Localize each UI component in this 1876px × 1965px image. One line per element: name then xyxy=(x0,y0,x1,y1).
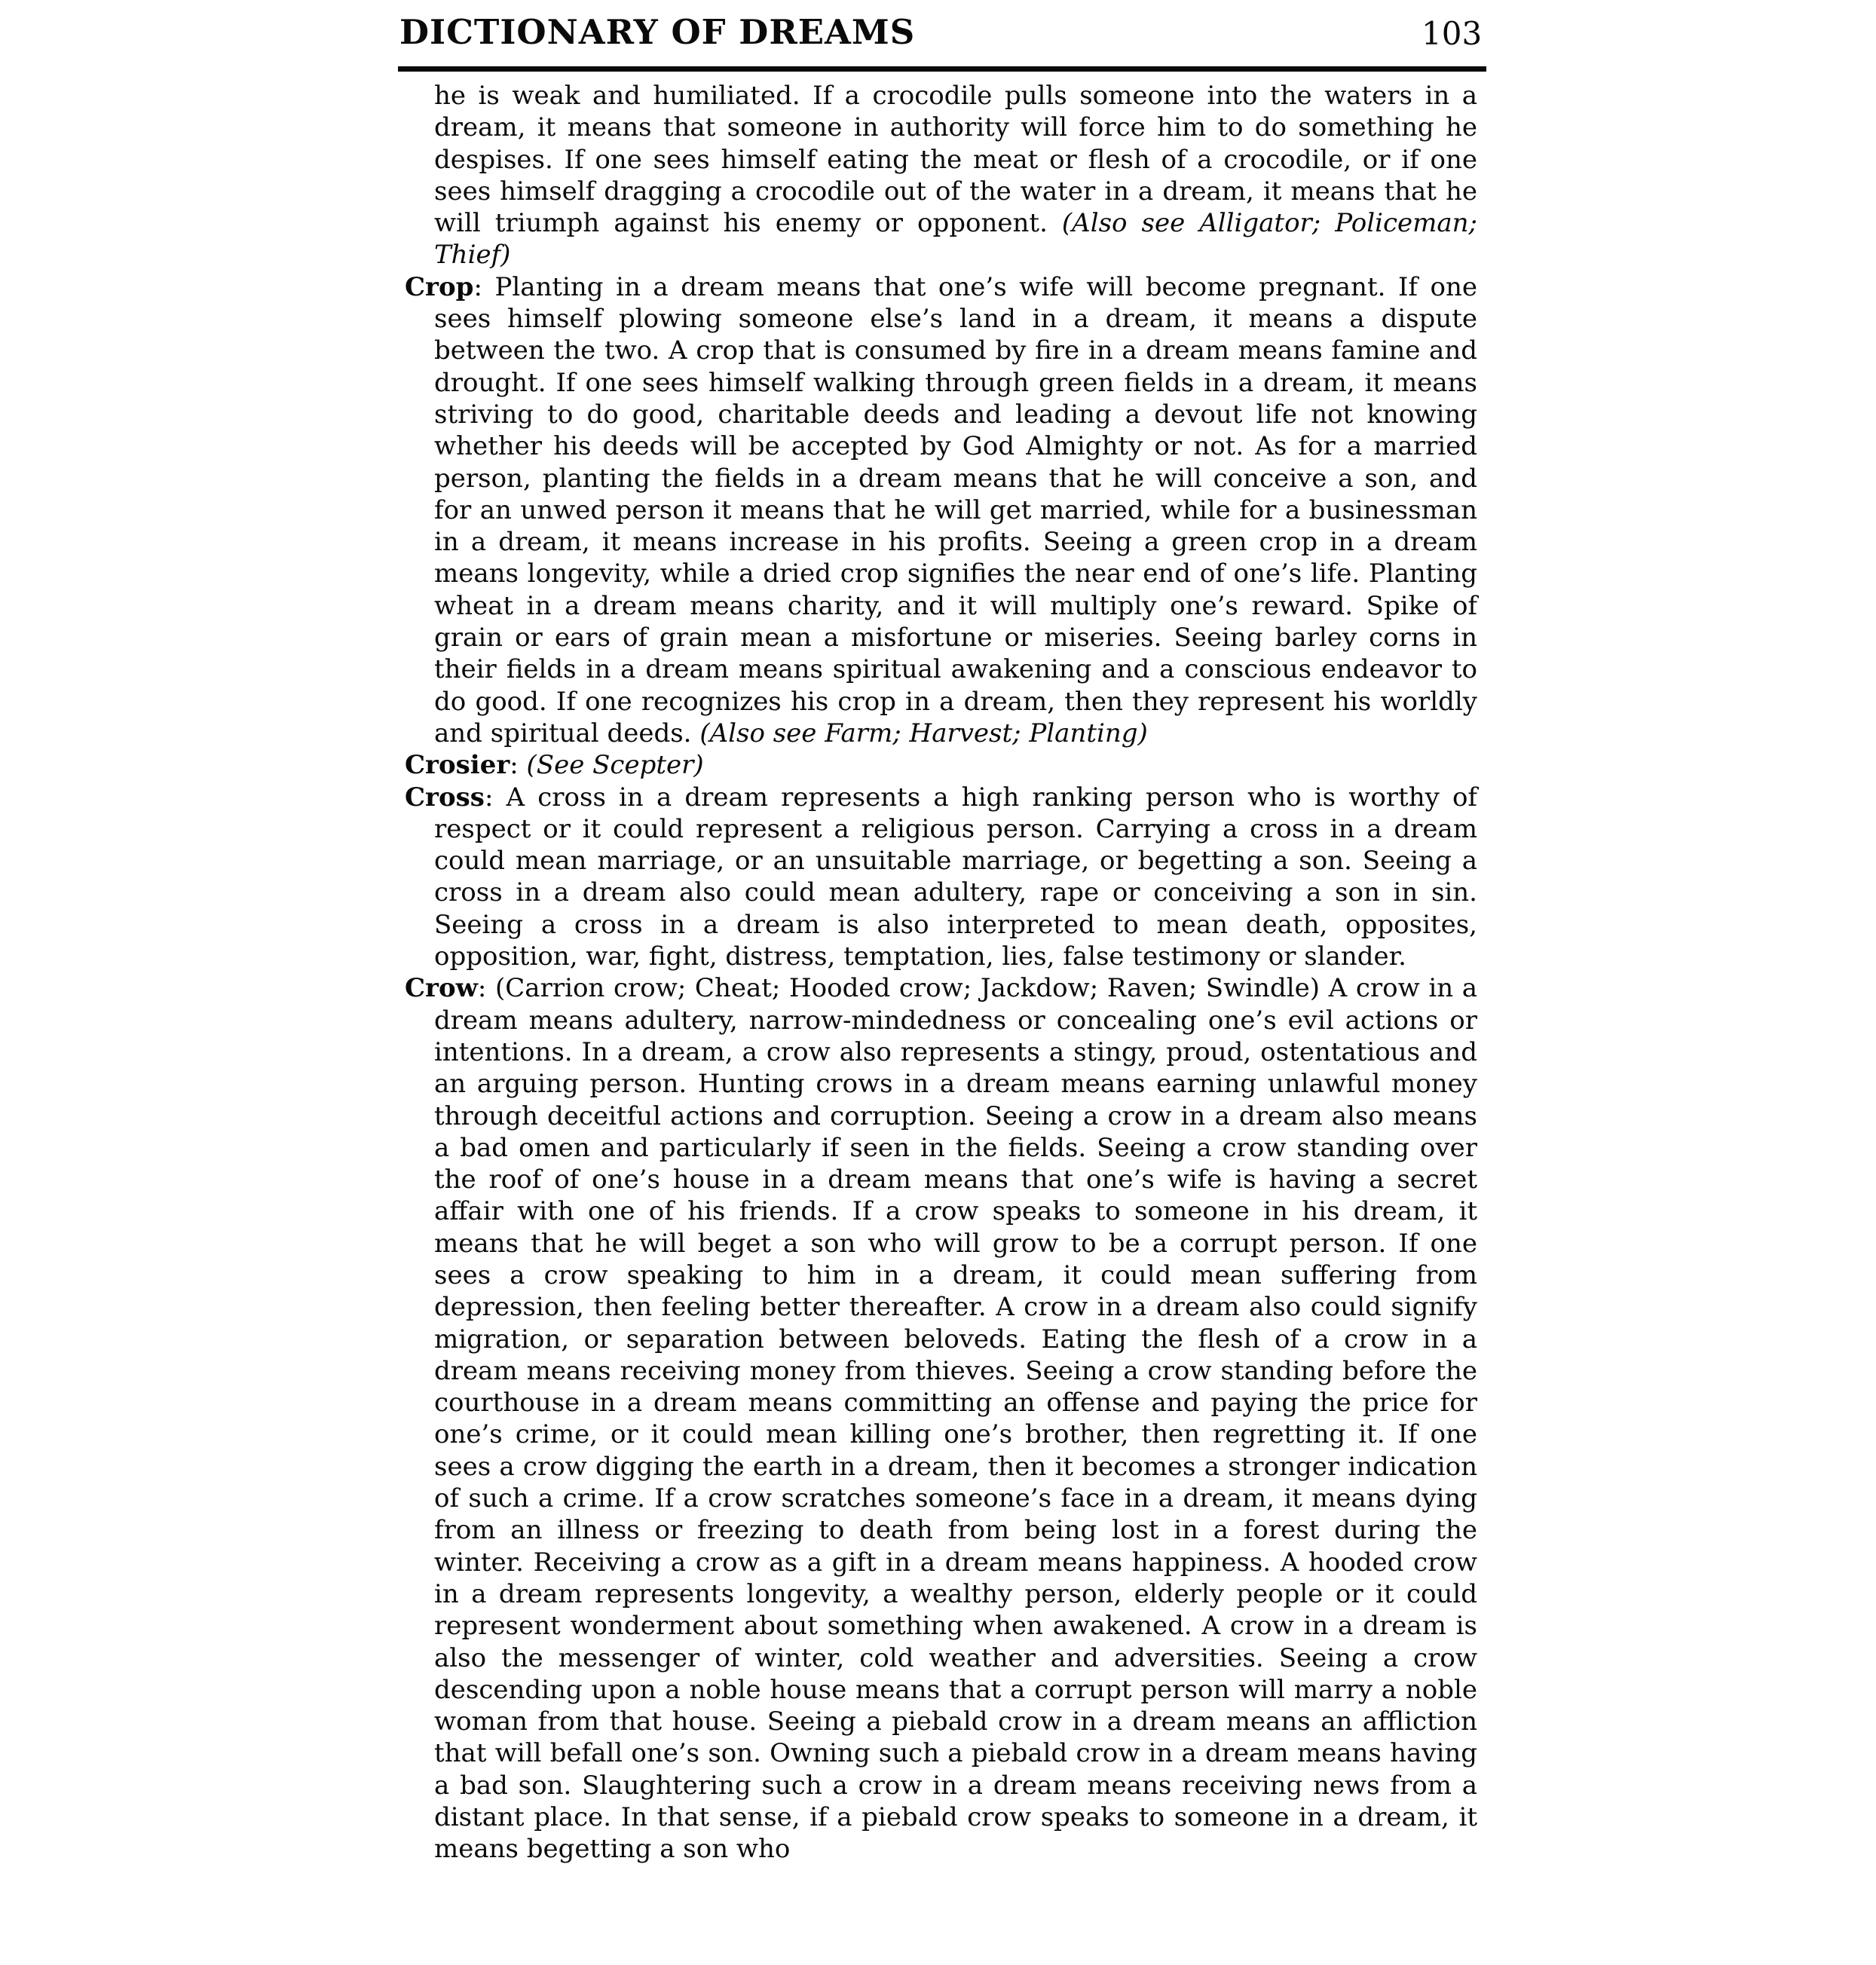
entry-cross: Cross: A cross in a dream represents a high ranking person who is worthy of respect or it could represent a religious person. Carrying a cross in a dream could mean marriage, or an unsuitable marriage, or begetting a son. Seeing a cross in a dream also could mean adultery, rape or conceiving a son in sin. Seeing a cross in a dream is also interpreted to mean death, opposites, opposition, war, fight, distress, temptation, lies, false testimony or slander. xyxy=(405,782,1478,972)
entry-text-segment: (See Scepter) xyxy=(526,750,704,781)
entry-headword: Crosier xyxy=(405,750,510,781)
entry-text-segment: A cross in a dream represents a high ranking person who is worthy of respect or it could represent a religious person. Carrying a cross in a dream could mean marriage, or an unsuitable marriage, or begetting a son. Seeing a cross in a dream also could mean adultery, rape or conceiving a son in sin. Seeing a cross in a dream is also interpreted to mean death, opposites, opposition, war, fight, distress, temptation, lies, false testimony or slander. xyxy=(434,782,1478,972)
entry-text-segment: (Carrion crow; Cheat; Hooded crow; Jackdow; Raven; Swindle) A crow in a dream means adultery, narrow-mindedness or concealing one’s evil actions or intentions. In a dream, a crow also represents a stingy, proud, ostentatious and an arguing person. Hunting crows in a dream means earning unlawful money through deceitful actions and corruption. Seeing a crow in a dream also means a bad omen and particularly if seen in the fields. Seeing a crow standing over the roof of one’s house in a dream means that one’s wife is having a secret affair with one of his friends. If a crow speaks to someone in his dream, it means that he will beget a son who will grow to be a corrupt person. If one sees a crow speaking to him in a dream, it could mean suffering from depression, then feeling better thereafter. A crow in a dream also could signify migration, or separation between beloveds. Eating the flesh of a crow in a dream means receiving money from thieves. Seeing a crow standing before the courthouse in a dream means committing an offense and paying the price for one’s crime, or it could mean killing one’s brother, then regretting it. If one sees a crow digging the earth in a dream, then it becomes a stronger indication of such a crime. If a crow scratches someone’s face in a dream, it means dying from an illness or freezing to death from being lost in a forest during the winter. Receiving a crow as a gift in a dream means happiness. A hooded crow in a dream represents longevity, a wealthy person, elderly people or it could represent wonderment about something when awakened. A crow in a dream is also the messenger of winter, cold weather and adversities. Seeing a crow descending upon a noble house means that a corrupt person will marry a noble woman from that house. Seeing a piebald crow in a dream means an affliction that will befall one’s son. Owning such a piebald crow in a dream means having a bad son. Slaughtering such a crow in a dream means receiving news from a distant place. In that sense, if a piebald crow speaks to someone in a dream, it means begetting a son who xyxy=(434,973,1478,1865)
entry-text-segment: Planting in a dream means that one’s wife will become pregnant. If one sees himself plowing someone else’s land in a dream, it means a dispute between the two. A crop that is consumed by fire in a dream means famine and drought. If one sees himself walking through green fields in a dream, it means striving to do good, charitable deeds and leading a devout life not knowing whether his deeds will be accepted by God Almighty or not. As for a married person, planting the fields in a dream means that he will conceive a son, and for an unwed person it means that he will get married, while for a businessman in a dream, it means increase in his profits. Seeing a green crop in a dream means longevity, while a dried crop signifies the near end of one’s life. Planting wheat in a dream means charity, and it will multiply one’s reward. Spike of grain or ears of grain mean a misfortune or miseries. Seeing barley corns in their fields in a dream means spiritual awakening and a conscious endeavor to do good. If one recognizes his crop in a dream, then they represent his worldly and spiritual deeds. xyxy=(434,271,1478,748)
entry-text-segment: (Also see Farm; Harvest; Planting) xyxy=(699,718,1148,748)
entry-headword: Crop xyxy=(405,271,474,302)
running-title: DICTIONARY OF DREAMS xyxy=(399,12,916,52)
entry-crop: Crop: Planting in a dream means that one’s wife will become pregnant. If one sees himself plowing someone else’s land in a dream, it means a dispute between the two. A crop that is consumed by fire in a dream means famine and drought. If one sees himself walking through green fields in a dream, it means striving to do good, charitable deeds and leading a devout life not knowing whether his deeds will be accepted by God Almighty or not. As for a married person, planting the fields in a dream means that he will conceive a son, and for an unwed person it means that he will get married, while for a businessman in a dream, it means increase in his profits. Seeing a green crop in a dream means longevity, while a dried crop signifies the near end of one’s life. Planting wheat in a dream means charity, and it will multiply one’s reward. Spike of grain or ears of grain mean a misfortune or miseries. Seeing barley corns in their fields in a dream means spiritual awakening and a conscious endeavor to do good. If one recognizes his crop in a dream, then they represent his worldly and spiritual deeds. (Also see Farm; Harvest; Planting) xyxy=(405,271,1478,748)
entry-headword: Crow xyxy=(405,973,478,1004)
header-rule xyxy=(398,66,1486,72)
entry-continuation xyxy=(434,80,1477,271)
entry-crosier: Crosier: (See Scepter) xyxy=(405,750,704,781)
entry-headword: Cross xyxy=(405,782,485,813)
page-number: 103 xyxy=(1422,15,1483,52)
entry-text-segment: he is weak and humiliated. If a crocodile pulls someone into the waters in a dream, it means that someone in authority will force him to do something he despises. If one sees himself eating the meat or flesh of a crocodile, or if one sees himself dragging a crocodile out of the water in a dream, it means that he will triumph against his enemy or opponent. xyxy=(434,81,1477,239)
entries xyxy=(405,80,1478,1866)
entry-text-segment: (Also see Alligator; Policeman; Thief) xyxy=(434,208,1477,271)
entry-crow: Crow: (Carrion crow; Cheat; Hooded crow; Jackdow; Raven; Swindle) A crow in a dream means adultery, narrow-mindedness or concealing one’s evil actions or intentions. In a dream, a crow also represents a stingy, proud, ostentatious and an arguing person. Hunting crows in a dream means earning unlawful money through deceitful actions and corruption. Seeing a crow in a dream also means a bad omen and particularly if seen in the fields. Seeing a crow standing over the roof of one’s house in a dream means that one’s wife is having a secret affair with one of his friends. If a crow speaks to someone in his dream, it means that he will beget a son who will grow to be a corrupt person. If one sees a crow speaking to him in a dream, it could mean suffering from depression, then feeling better thereafter. A crow in a dream also could signify migration, or separation between beloveds. Eating the flesh of a crow in a dream means receiving money from thieves. Seeing a crow standing before the courthouse in a dream means committing an offense and paying the price for one’s crime, or it could mean killing one’s brother, then regretting it. If one sees a crow digging the earth in a dream, then it becomes a stronger indication of such a crime. If a crow scratches someone’s face in a dream, it means dying from an illness or freezing to death from being lost in a forest during the winter. Receiving a crow as a gift in a dream means happiness. A hooded crow in a dream represents longevity, a wealthy person, elderly people or it could represent wonderment about something when awakened. A crow in a dream is also the messenger of winter, cold weather and adversities. Seeing a crow descending upon a noble house means that a corrupt person will marry a noble woman from that house. Seeing a piebald crow in a dream means an affliction that will befall one’s son. Owning such a piebald crow in a dream means having a bad son. Slaughtering such a crow in a dream means receiving news from a distant place. In that sense, if a piebald crow speaks to someone in a dream, it means begetting a son who xyxy=(405,973,1478,1865)
